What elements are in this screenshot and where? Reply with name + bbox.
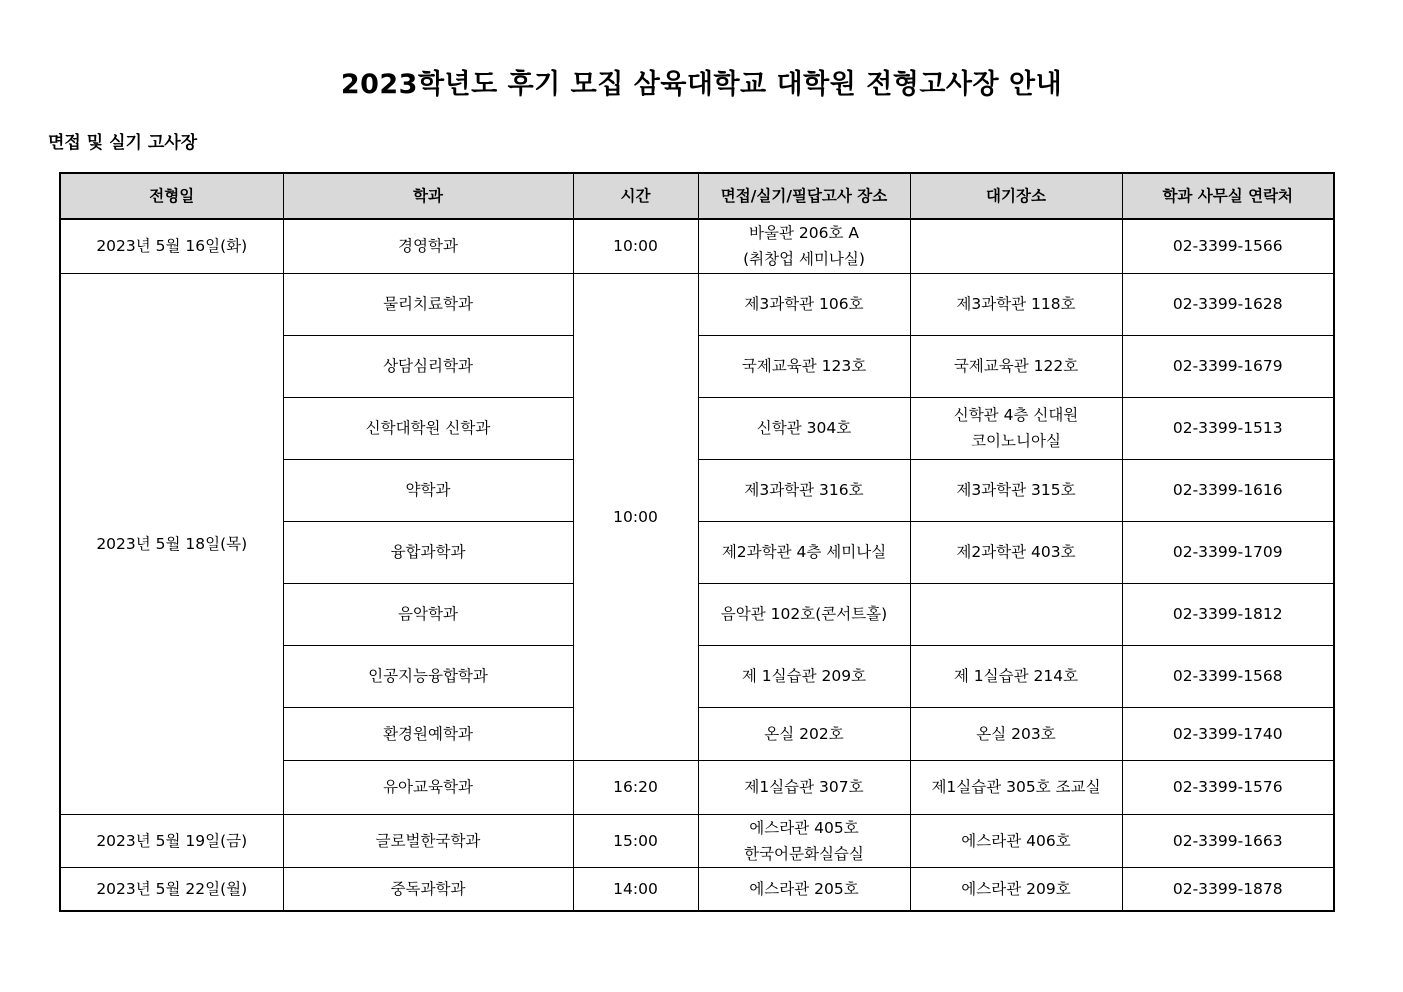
phone-cell: 02-3399-1628 <box>1122 273 1334 335</box>
header-place: 면접/실기/필답고사 장소 <box>698 173 910 219</box>
phone-cell: 02-3399-1663 <box>1122 814 1334 867</box>
dept-cell: 글로벌한국학과 <box>283 814 573 867</box>
time-cell: 10:00 <box>573 219 698 273</box>
dept-cell: 약학과 <box>283 459 573 521</box>
place-cell: 제 1실습관 209호 <box>698 645 910 707</box>
header-wait: 대기장소 <box>910 173 1122 219</box>
wait-cell: 제2과학관 403호 <box>910 521 1122 583</box>
phone-cell: 02-3399-1566 <box>1122 219 1334 273</box>
place-cell: 제3과학관 106호 <box>698 273 910 335</box>
header-phone: 학과 사무실 연락처 <box>1122 173 1334 219</box>
phone-cell: 02-3399-1679 <box>1122 335 1334 397</box>
dept-cell: 유아교육학과 <box>283 760 573 814</box>
dept-cell: 중독과학과 <box>283 867 573 911</box>
place-cell: 신학관 304호 <box>698 397 910 459</box>
dept-cell: 인공지능융합학과 <box>283 645 573 707</box>
wait-cell <box>910 583 1122 645</box>
date-cell: 2023년 5월 16일(화) <box>60 219 283 273</box>
table-header-row <box>60 173 1334 219</box>
time-cell: 10:00 <box>573 273 698 760</box>
place-cell: 국제교육관 123호 <box>698 335 910 397</box>
dept-cell: 융합과학과 <box>283 521 573 583</box>
table-row <box>60 867 1334 911</box>
dept-cell: 신학대학원 신학과 <box>283 397 573 459</box>
dept-cell: 음악학과 <box>283 583 573 645</box>
phone-cell: 02-3399-1878 <box>1122 867 1334 911</box>
phone-cell: 02-3399-1576 <box>1122 760 1334 814</box>
place-cell: 음악관 102호(콘서트홀) <box>698 583 910 645</box>
wait-line: 코이노니아실 <box>971 432 1061 450</box>
wait-cell: 제3과학관 118호 <box>910 273 1122 335</box>
place-cell: 제2과학관 4층 세미나실 <box>698 521 910 583</box>
phone-cell: 02-3399-1513 <box>1122 397 1334 459</box>
wait-line: 신학관 4층 신대원 <box>953 406 1079 424</box>
header-date: 전형일 <box>60 173 283 219</box>
place-cell <box>698 219 910 273</box>
time-cell: 15:00 <box>573 814 698 867</box>
dept-cell: 상담심리학과 <box>283 335 573 397</box>
wait-cell: 제3과학관 315호 <box>910 459 1122 521</box>
table-row <box>60 219 1334 273</box>
table-row <box>60 814 1334 867</box>
dept-cell: 물리치료학과 <box>283 273 573 335</box>
wait-cell: 국제교육관 122호 <box>910 335 1122 397</box>
date-cell: 2023년 5월 19일(금) <box>60 814 283 867</box>
phone-cell: 02-3399-1568 <box>1122 645 1334 707</box>
phone-cell: 02-3399-1616 <box>1122 459 1334 521</box>
place-line: 에스라관 405호 <box>749 818 859 837</box>
wait-cell: 에스라관 406호 <box>910 814 1122 867</box>
place-line: (취창업 세미나실) <box>743 250 865 269</box>
exam-location-table <box>59 172 1335 912</box>
table-row <box>60 273 1334 335</box>
place-cell: 제3과학관 316호 <box>698 459 910 521</box>
wait-cell <box>910 397 1122 459</box>
dept-cell: 경영학과 <box>283 219 573 273</box>
place-cell: 온실 202호 <box>698 707 910 760</box>
place-line: 한국어문화실습실 <box>744 844 864 863</box>
place-cell: 에스라관 205호 <box>698 867 910 911</box>
header-dept: 학과 <box>283 173 573 219</box>
place-line: 바울관 206호 A <box>749 224 859 243</box>
place-cell <box>698 814 910 867</box>
phone-cell: 02-3399-1740 <box>1122 707 1334 760</box>
wait-cell: 제 1실습관 214호 <box>910 645 1122 707</box>
section-title: 면접 및 실기 고사장 <box>48 133 198 153</box>
wait-cell <box>910 219 1122 273</box>
page-title: 2023학년도 후기 모집 삼육대학교 대학원 전형고사장 안내 <box>340 69 1063 100</box>
header-time: 시간 <box>573 173 698 219</box>
phone-cell: 02-3399-1812 <box>1122 583 1334 645</box>
time-cell: 14:00 <box>573 867 698 911</box>
dept-cell: 환경원예학과 <box>283 707 573 760</box>
date-cell: 2023년 5월 22일(월) <box>60 867 283 911</box>
time-cell: 16:20 <box>573 760 698 814</box>
wait-cell: 제1실습관 305호 조교실 <box>910 760 1122 814</box>
wait-cell: 에스라관 209호 <box>910 867 1122 911</box>
place-cell: 제1실습관 307호 <box>698 760 910 814</box>
phone-cell: 02-3399-1709 <box>1122 521 1334 583</box>
wait-cell: 온실 203호 <box>910 707 1122 760</box>
date-cell: 2023년 5월 18일(목) <box>60 273 283 814</box>
